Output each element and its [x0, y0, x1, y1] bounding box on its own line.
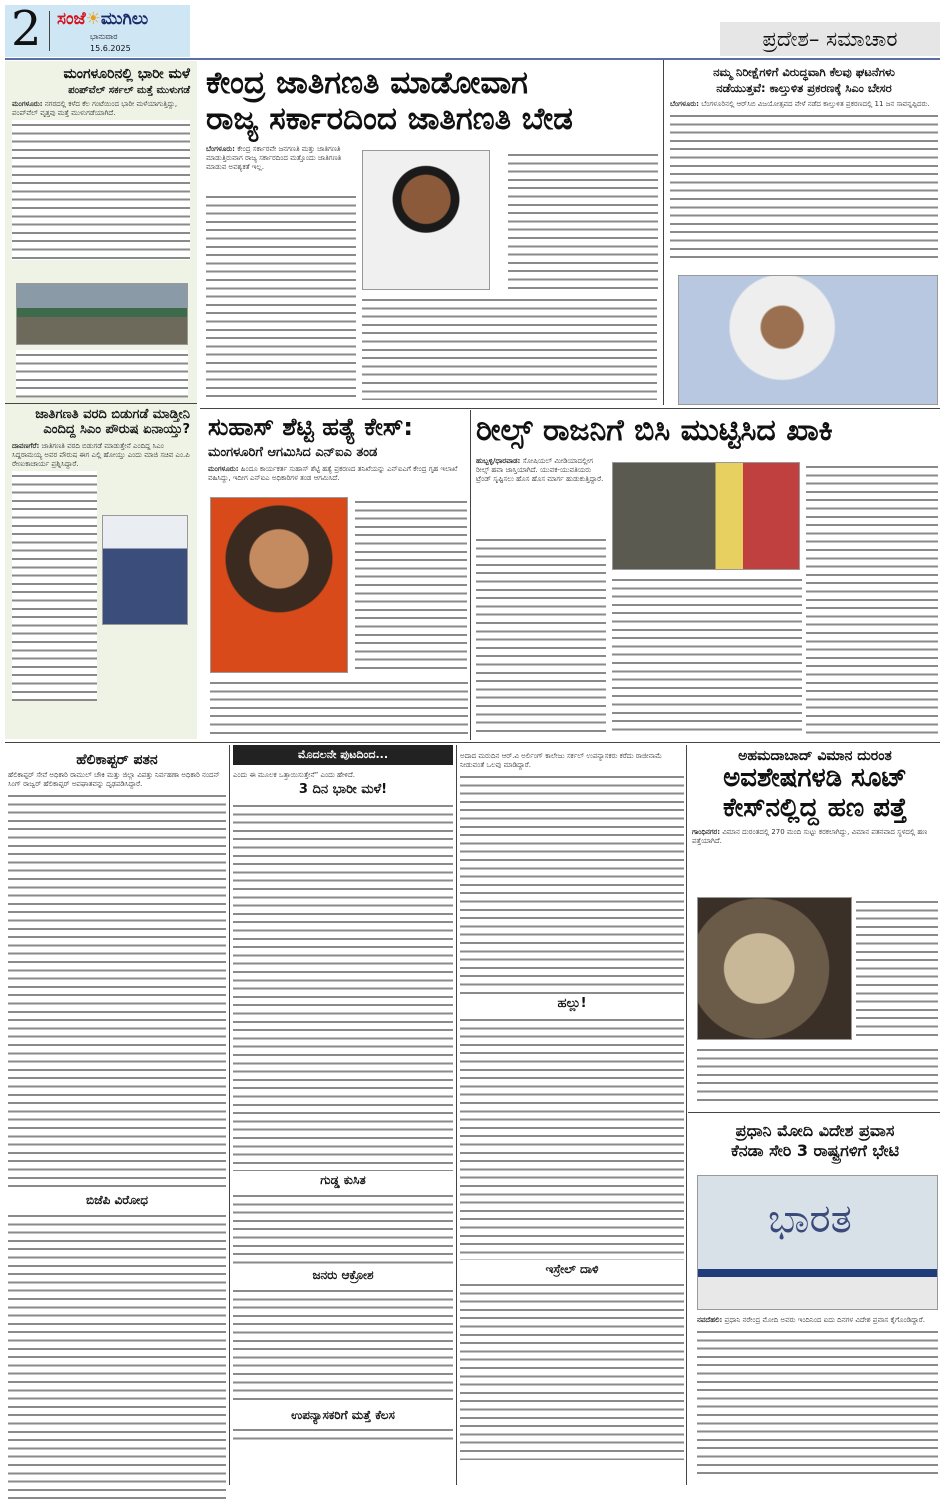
suhas-photo [210, 497, 348, 673]
cm-speaking-photo [678, 275, 938, 405]
logo: ಸಂಜೆ☀ಮುಗಿಲು [57, 9, 149, 29]
modi-aircraft-photo: ಭಾರತ [697, 1175, 938, 1310]
politician-photo [102, 515, 188, 625]
masthead-logo-box [5, 1, 190, 57]
day: ಭಾನುವಾರ [90, 32, 118, 41]
page-number: 2 [11, 1, 42, 57]
speaker-photo [362, 150, 490, 290]
article-reels: ರೀಲ್ಸ್ ರಾಜನಿಗೆ ಬಿಸಿ ಮುಟ್ಟಿಸಿದ ಖಾಕಿ ಹುಬ್ಬಳ್ಳಿ/ಧಾರವಾಡ: ಸೋಷಿಯಲ್ ಮೀಡಿಯಾದಲ್ಲೀಗ ರೀಲ್ಸ್ ಹವಾ ಜಾಸ್ತಿಯಾಗಿದೆ. ಯುವಕ-ಯುವತಿಯರು ಟ್ರೆಂಡ್ ಸೃಷ್ಟಿಸಲು ಹೊಸ ಹೊಸ ಮಾರ್ಗ ಹುಡುಕುತ್ತಿದ್ದಾರೆ. [476, 413, 833, 483]
flooded-road-photo [16, 283, 188, 345]
article-suhas: ಸುಹಾಸ್ ಶೆಟ್ಟಿ ಹತ್ಯೆ ಕೇಸ್: ಮಂಗಳೂರಿಗೆ ಆಗಮಿಸಿದ ಎನ್‌ಐಎ ತಂಡ ಮಂಗಳೂರು: ಹಿಂದೂ ಕಾರ್ಯಕರ್ತ ಸುಹಾಸ್ ಶೆಟ್ಟಿ ಹತ್ಯೆ ಪ್ರಕರಣದ ತನಿಖೆಯನ್ನು ಎನ್‌ಐಎಗೆ ಕೇಂದ್ರ ಗೃಹ ಇಲಾಖೆ ವಹಿಸಿದ್ದು, ಇದೀಗ ಎನ್‌ಐಎ ಅಧಿಕಾರಿಗಳ ತಂಡ ಆಗಮಿಸಿದೆ. [208, 413, 458, 482]
reels-accused-photo [612, 462, 800, 570]
article-census-cm: ಜಾತಿಗಣತಿ ವರದಿ ಬಿಡುಗಡೆ ಮಾಡ್ತೀನಿ ಎಂದಿದ್ದ ಸಿಎಂ ಪೌರುಷ ಏನಾಯ್ತು? ದಾವಣಗೆರೆ: ಜಾತಿಗಣತಿ ವರದಿ ಬಿಡುಗಡೆ ಮಾಡುತ್ತೇನೆ ಎಂದಿದ್ದ ಸಿಎಂ ಸಿದ್ದರಾಮಯ್ಯ ಅವರ ಪೌರುಷ ಈಗ ಎಲ್ಲಿ ಹೋಯ್ತು ಎಂದು ಮಾಜಿ ಸಚಿವ ಎಂ.ಪಿ ರೇಣುಕಾಚಾರ್ಯ ಪ್ರಶ್ನಿಸಿದ್ದಾರೆ. [12, 408, 190, 701]
article-modi: ಪ್ರಧಾನಿ ಮೋದಿ ವಿದೇಶ ಪ್ರವಾಸ ಕೆನಡಾ ಸೇರಿ 3 ರಾಷ್ಟ್ರಗಳಿಗೆ ಭೇಟಿ [730, 1121, 900, 1161]
sun-palm-icon: ☀ [85, 9, 101, 29]
burnt-cash-photo [697, 897, 852, 1040]
article-ahmedabad: ಅಹಮದಾಬಾದ್ ವಿಮಾನ ದುರಂತ ಅವಶೇಷಗಳಡಿ ಸೂಟ್ ಕೇಸ್‌ನಲ್ಲಿದ್ದ ಹಣ ಪತ್ತೆ ಗಾಂಧಿನಗರ: ವಿಮಾನ ದುರಂತದಲ್ಲಿ 270 ಮಂದಿ ಸುಟ್ಟು ಕರಕಲಾಗಿದ್ದು, ವಿಮಾನ ಪತನವಾದ ಸ್ಥಳದಲ್ಲಿ ಹಣ ಪತ್ತೆಯಾಗಿದೆ. [692, 748, 928, 845]
article-cm-angry: ನಮ್ಮ ನಿರೀಕ್ಷೆಗಳಿಗೆ ವಿರುದ್ಧವಾಗಿ ಕೆಲವು ಘಟನೆಗಳು ನಡೆಯುತ್ತವೆ: ಕಾಲ್ತುಳಿತ ಪ್ರಕರಣಕ್ಕೆ ಸಿಎಂ ಬೇಸರ ಬೆಂಗಳೂರು: ಬೆಂಗಳೂರಿನಲ್ಲಿ ಆರ್‌ಸಿಬಿ ವಿಜಯೋತ್ಸವದ ವೇಳೆ ನಡೆದ ಕಾಲ್ತುಳಿತ ಪ್ರಕರಣದಲ್ಲಿ 11 ಜನ ಸಾವನ್ನಪ್ಪಿದರು. [670, 66, 938, 261]
article-continued: ಮೊದಲನೇ ಪುಟದಿಂದ... ಎಂದು ಈ ಮೂಲಕ ಒತ್ತಾಯಿಸುತ್ತೇನೆ” ಎಂದು ಹೇಳಿದೆ. 3 ದಿನ ಭಾರೀ ಮಳೆ! ಗುಡ್ಡ ಕುಸಿತ ಜನರು ಆಕ್ರೋಶ ಉಪನ್ಯಾಸಕರಿಗೆ ಮತ್ತೆ ಕೆಲಸ [233, 745, 453, 1443]
article-col3: ಅದಾದ ಮರುದಿನ ಆರ್.ವಿ ಅರ್ಲಿಂಗ್ ಕಾಲೇಜು ಸರ್ಕಲ್ ಉಪನ್ಯಾಸಕರು ಕರೆದು ರಾಜೀನಾಮೆ ನೀಡುವಂತೆ ಒಲವು ಮಾಡಿದ್ದಾರೆ. ಹಲ್ಲು! ಇಸ್ರೇಲ್ ದಾಳಿ [460, 752, 684, 1460]
date: 15.6.2025 [90, 44, 131, 53]
section-title: ಪ್ರದೇಶ– ಸಮಾಚಾರ [720, 22, 940, 56]
article-helicopter: ಹೆಲಿಕಾಪ್ಟರ್ ಪತನ ಹೆಲಿಕಾಪ್ಟರ್ ಸೇವೆ ಅಧಿಕಾರಿ ರಾಮುಲ್ ಚೌಕಿ ಮತ್ತು ಜಿಲ್ಲಾ ವಿಪತ್ತು ನಿರ್ವಹಣಾ ಅಧಿಕಾರಿ ನಂದನ್ ಸಿಂಗ್ ರಾಜ್ವರ್ ಹೆಲಿಕಾಪ್ಟರ್ ಅಪಘಾತವನ್ನು ದೃಢಪಡಿಸಿದ್ದಾರೆ. ಬಿಜೆಪಿ ವಿರೋಧ [8, 752, 226, 1503]
continued-banner: ಮೊದಲನೇ ಪುಟದಿಂದ... [233, 745, 453, 765]
article-rain: ಮಂಗಳೂರಿನಲ್ಲಿ ಭಾರೀ ಮಳೆ ಪಂಪ್‌ವೆಲ್ ಸರ್ಕಲ್ ಮತ್ತೆ ಮುಳುಗಡೆ ಮಂಗಳೂರು: ನಗರದಲ್ಲಿ ಕಳೆದ ಕೆಲ ಗಂಟೆಯಿಂದ ಭಾರೀ ಮಳೆಯಾಗುತ್ತಿದ್ದು, ಪಂಪ್‌ವೆಲ್ ವೃತ್ತವು ಮತ್ತೆ ಮುಳುಗಡೆಯಾಗಿದೆ. [12, 66, 190, 260]
article-main: ಕೇಂದ್ರ ಜಾತಿಗಣತಿ ಮಾಡೋವಾಗ ರಾಜ್ಯ ಸರ್ಕಾರದಿಂದ ಜಾತಿಗಣತಿ ಬೇಡ ಬೆಂಗಳೂರು: ಕೇಂದ್ರ ಸರ್ಕಾರವೇ ಜನಗಣತಿ ಮತ್ತು ಜಾತಿಗಣತಿ ಮಾಡುತ್ತಿರುವಾಗ ರಾಜ್ಯ ಸರ್ಕಾರದಿಂದ ಮತ್ತೊಂದು ಜಾತಿಗಣತಿ ಮಾಡುವ ಅವಶ್ಯಕತೆ ಇಲ್ಲ. [206, 65, 573, 172]
